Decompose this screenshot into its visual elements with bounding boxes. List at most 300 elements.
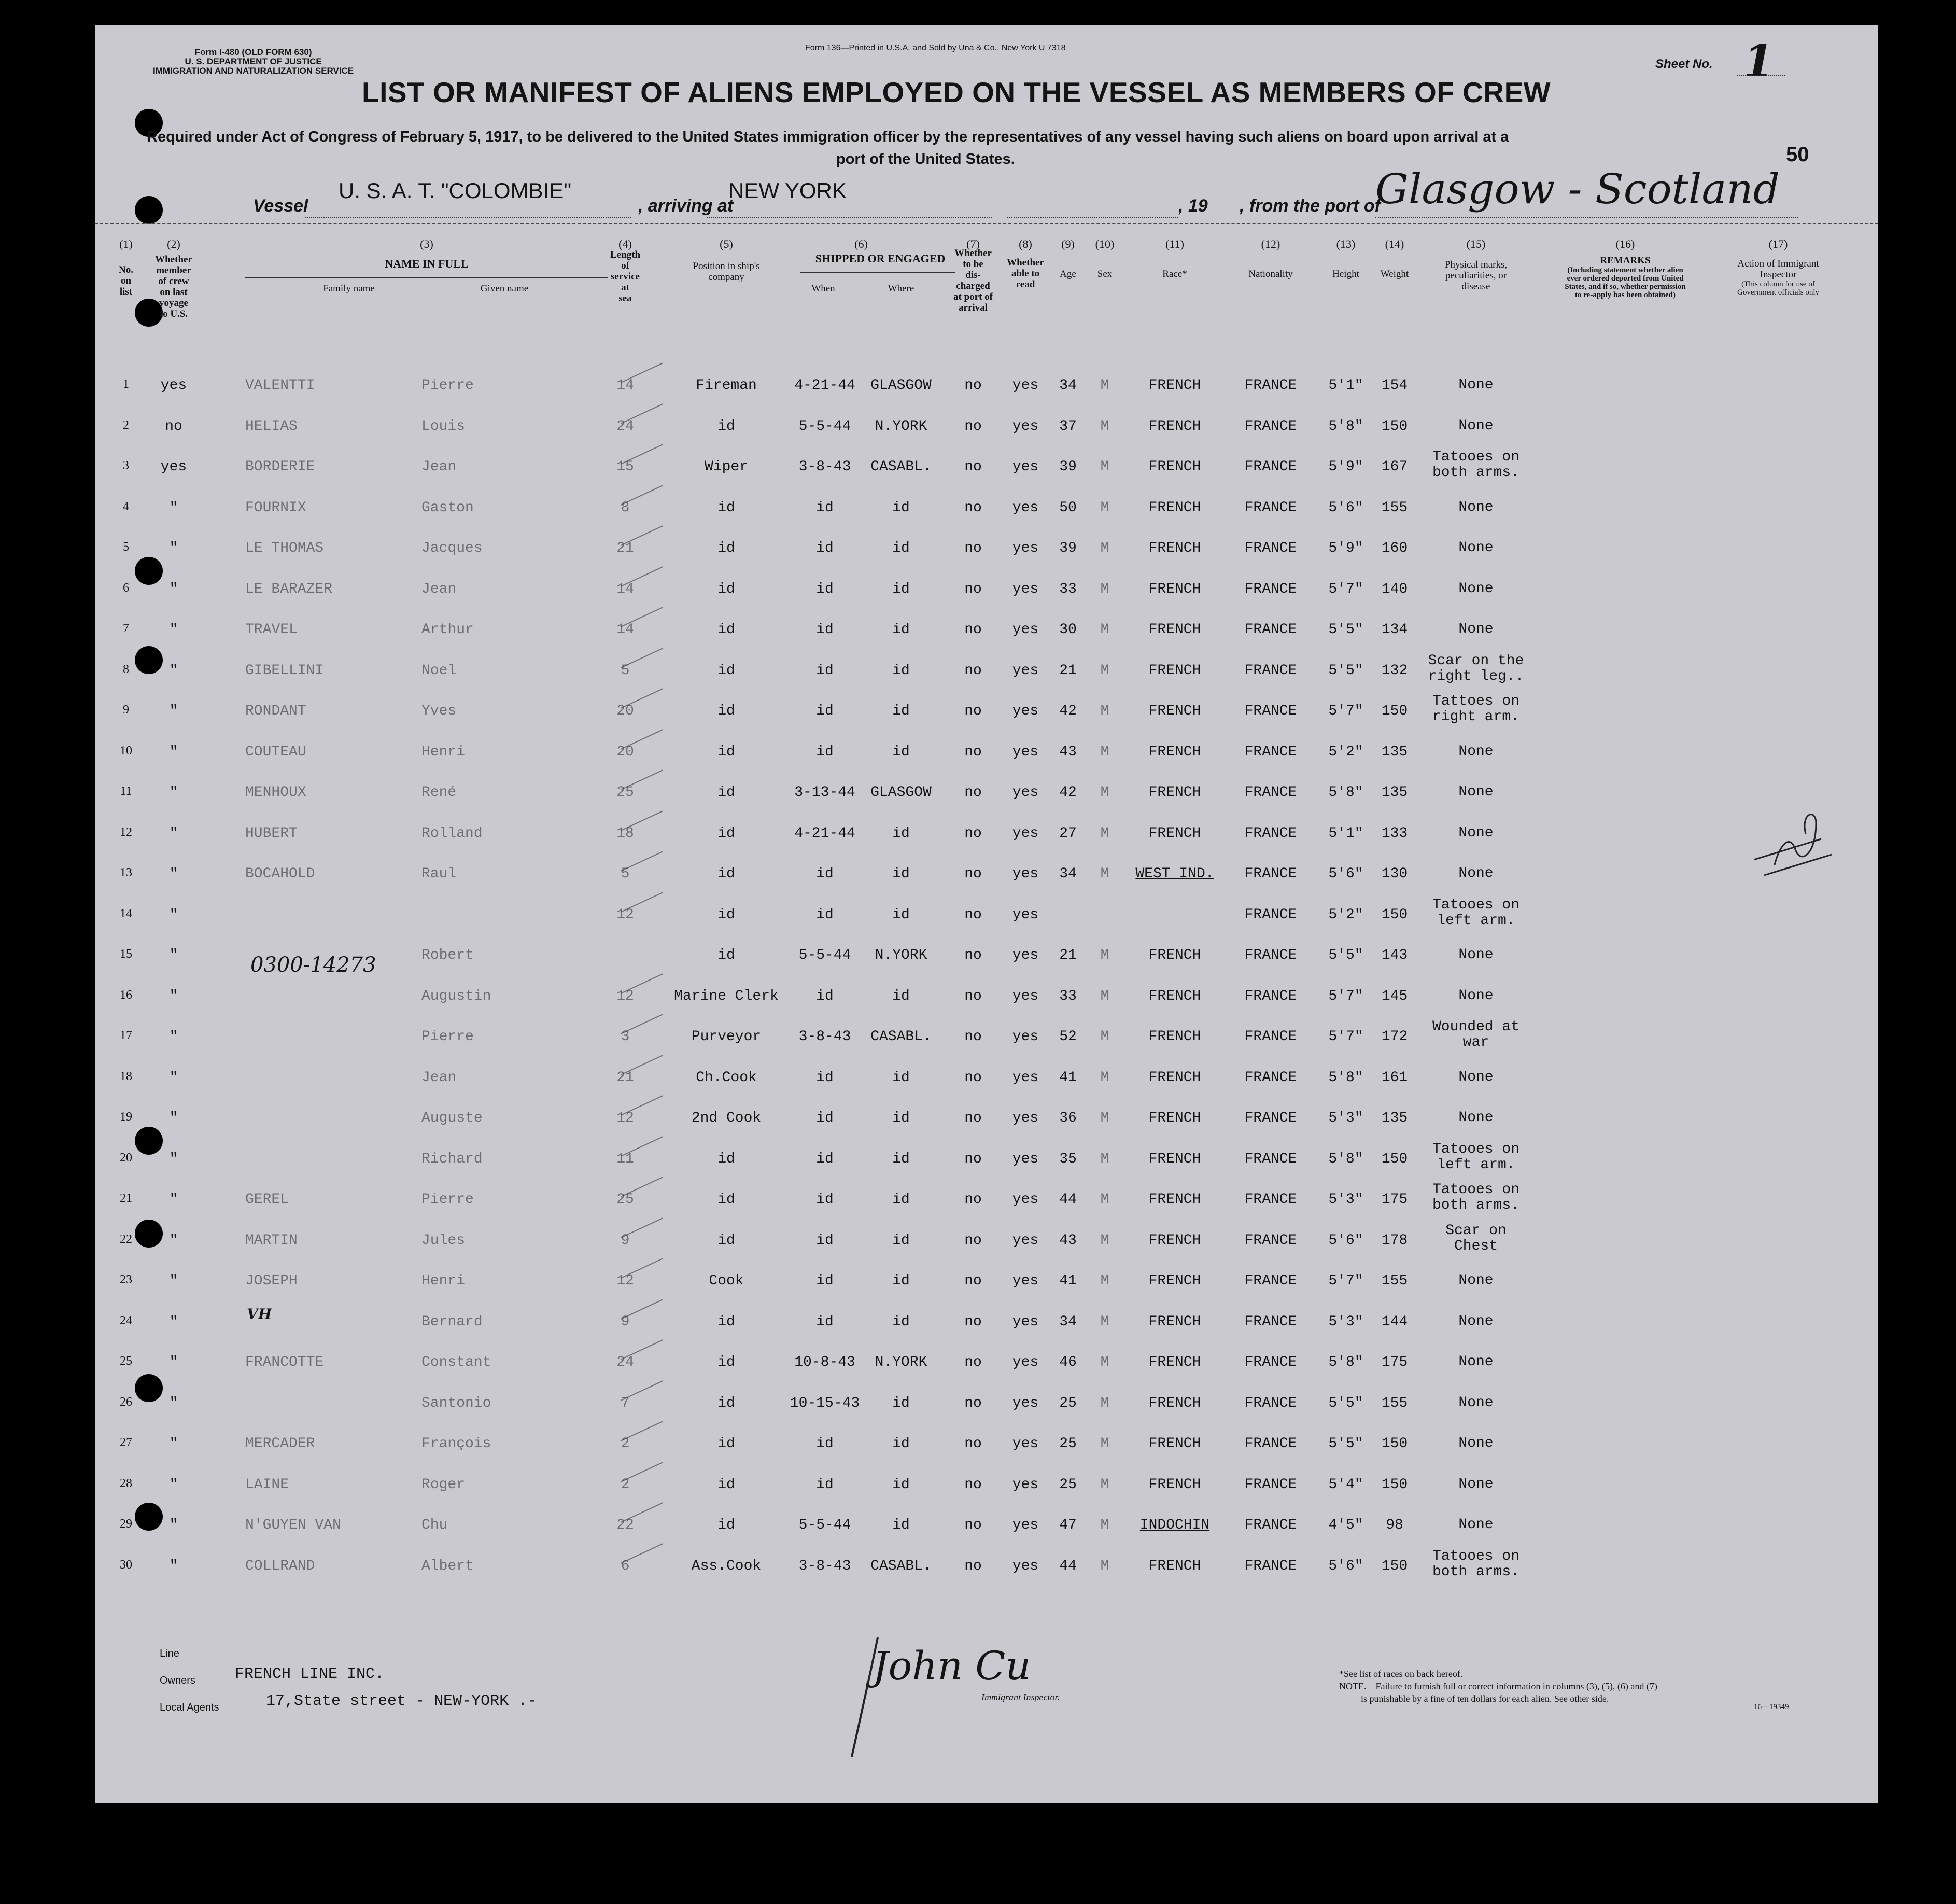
race: FRENCH	[1148, 703, 1201, 719]
age: 34	[1059, 866, 1077, 882]
service-length: 12	[616, 1110, 634, 1126]
tick-mark	[621, 1339, 663, 1360]
col-header-4: Length of service at sea	[610, 249, 641, 304]
row-number: 8	[123, 662, 129, 676]
service-length: 9	[621, 1313, 630, 1330]
able-to-read: yes	[1012, 988, 1039, 1004]
race: INDOCHIN	[1139, 1517, 1210, 1533]
tick-mark	[621, 1177, 663, 1197]
weight: 144	[1381, 1313, 1408, 1330]
able-to-read: yes	[1012, 785, 1039, 801]
height: 5'8"	[1328, 418, 1363, 435]
age: 21	[1059, 662, 1077, 679]
row-number: 3	[123, 459, 129, 472]
discharged: no	[964, 1354, 982, 1370]
tick-mark	[621, 729, 663, 750]
weight: 167	[1381, 459, 1408, 475]
physical-marks-line-2: Chest	[1454, 1238, 1498, 1254]
col-header-1: No. on list	[119, 264, 133, 297]
file-number-annotation: 0300-14273	[250, 953, 376, 977]
race: FRENCH	[1148, 1354, 1201, 1370]
prev-voyage: "	[169, 1192, 178, 1208]
sex: M	[1100, 825, 1109, 842]
race: FRENCH	[1148, 1110, 1201, 1126]
vessel-name: U. S. A. T. "COLOMBIE"	[339, 178, 572, 203]
sex: M	[1100, 540, 1109, 556]
tick-mark	[621, 769, 663, 790]
nationality: FRANCE	[1244, 1517, 1297, 1533]
prev-voyage: "	[169, 744, 178, 760]
prev-voyage: "	[169, 622, 178, 638]
shipped-where: id	[892, 1476, 910, 1493]
physical-marks-line-1: None	[1458, 947, 1494, 963]
shipped-where: id	[892, 1436, 910, 1452]
position: id	[717, 1313, 735, 1330]
physical-marks-line-1: None	[1458, 1435, 1494, 1451]
shipped-when: 10-15-43	[790, 1395, 860, 1411]
weight: 98	[1386, 1517, 1403, 1533]
prev-voyage: "	[169, 499, 178, 516]
given-name: François	[421, 1436, 491, 1452]
physical-marks-line-1: None	[1458, 824, 1494, 841]
physical-marks-line-1: None	[1458, 499, 1494, 515]
column-number: (8)	[1019, 237, 1032, 250]
age: 44	[1059, 1192, 1077, 1208]
discharged: no	[964, 906, 982, 923]
able-to-read: yes	[1012, 540, 1039, 556]
able-to-read: yes	[1012, 1313, 1039, 1330]
height: 5'9"	[1328, 459, 1363, 475]
sheet-number-rule	[1737, 75, 1785, 76]
punch-hole	[135, 1503, 163, 1531]
shipped-when: 3-8-43	[798, 459, 851, 475]
weight: 130	[1381, 866, 1408, 882]
prev-voyage: "	[169, 785, 178, 801]
height: 5'1"	[1328, 377, 1363, 394]
tick-mark	[621, 525, 663, 546]
penalty-note-2: is punishable by a fine of ten dollars for each alien. See other side.	[1361, 1693, 1609, 1704]
shipped-when: 3-8-43	[798, 1558, 851, 1574]
discharged: no	[964, 499, 982, 516]
tick-mark	[621, 1258, 663, 1279]
age: 39	[1059, 540, 1077, 556]
prev-voyage: "	[169, 581, 178, 597]
race: FRENCH	[1148, 1558, 1201, 1574]
tick-mark	[621, 362, 663, 383]
height: 5'7"	[1328, 988, 1363, 1004]
manifest-sheet	[95, 25, 1878, 1803]
nationality: FRANCE	[1244, 1313, 1297, 1330]
physical-marks	[1458, 500, 1493, 515]
shipped-where: id	[892, 1313, 910, 1330]
prev-voyage: "	[169, 1313, 178, 1330]
position: id	[717, 1354, 735, 1370]
weight: 150	[1381, 1476, 1408, 1493]
owners-value: FRENCH LINE INC.	[235, 1665, 385, 1683]
nationality: FRANCE	[1244, 785, 1297, 801]
weight: 135	[1381, 744, 1408, 760]
height: 5'2"	[1328, 744, 1363, 760]
sex: M	[1100, 622, 1109, 638]
physical-marks-line-2: war	[1462, 1034, 1489, 1051]
age: 41	[1059, 1273, 1077, 1289]
nationality: FRANCE	[1244, 1476, 1297, 1493]
weight: 133	[1381, 825, 1408, 842]
sex: M	[1100, 1395, 1109, 1411]
shipped-where: id	[892, 1069, 910, 1086]
column-number: (15)	[1466, 237, 1486, 250]
physical-marks	[1458, 988, 1493, 1004]
able-to-read: yes	[1012, 1273, 1039, 1289]
discharged: no	[964, 540, 982, 556]
nationality: FRANCE	[1244, 988, 1297, 1004]
physical-marks-line-2: both arms.	[1432, 1563, 1520, 1580]
row-number: 22	[120, 1232, 132, 1246]
age: 42	[1059, 703, 1077, 719]
age: 34	[1059, 1313, 1077, 1330]
able-to-read: yes	[1012, 1232, 1039, 1249]
nationality: FRANCE	[1244, 459, 1297, 475]
row-number: 18	[120, 1069, 132, 1083]
physical-marks-line-1: None	[1458, 540, 1494, 556]
given-name: Henri	[421, 1273, 466, 1289]
weight: 154	[1381, 377, 1408, 394]
sheet-label: Sheet No.	[1655, 57, 1713, 71]
row-number: 28	[120, 1476, 132, 1490]
given-name: Pierre	[421, 377, 474, 394]
position: Wiper	[704, 459, 749, 475]
race: FRENCH	[1148, 1192, 1201, 1208]
tick-mark	[621, 1095, 663, 1116]
sex: M	[1100, 947, 1109, 963]
row-number: 12	[120, 825, 132, 839]
tick-mark	[621, 1055, 663, 1075]
sex: M	[1100, 1192, 1109, 1208]
service-length: 8	[621, 499, 630, 516]
column-number: (11)	[1165, 237, 1184, 250]
subtitle-line-1: Required under Act of Congress of February 5, 1917, to be delivered to the United States immigration officer by the representatives of any vessel having such aliens on board upon arrival at a	[147, 129, 1509, 145]
height: 4'5"	[1328, 1517, 1363, 1533]
col-header-9: Age	[1060, 269, 1076, 279]
given-name: Rolland	[421, 825, 483, 842]
weight: 150	[1381, 1151, 1408, 1167]
physical-marks-line-1: None	[1458, 865, 1494, 881]
shipped-when: id	[816, 540, 834, 556]
given-name: Louis	[421, 418, 466, 435]
punch-hole	[135, 1127, 163, 1155]
shipped-where: CASABL.	[870, 459, 932, 475]
height: 5'4"	[1328, 1476, 1363, 1493]
row-number: 30	[120, 1558, 132, 1572]
shipped-when: id	[816, 988, 834, 1004]
position: id	[717, 1436, 735, 1452]
shipped-when: 3-8-43	[798, 1029, 851, 1045]
tick-mark	[621, 444, 663, 465]
given-name: Pierre	[421, 1192, 474, 1208]
age: 43	[1059, 744, 1077, 760]
column-number: (14)	[1385, 237, 1404, 250]
column-number: (12)	[1261, 237, 1280, 250]
family-name: RONDANT	[245, 703, 306, 719]
sex: M	[1100, 499, 1109, 516]
given-name: Arthur	[421, 622, 474, 638]
form-code: 16—19349	[1754, 1703, 1789, 1711]
family-name: TRAVEL	[245, 622, 298, 638]
prev-voyage: yes	[160, 377, 187, 394]
weight: 150	[1381, 906, 1408, 923]
weight: 135	[1381, 1110, 1408, 1126]
physical-marks-line-1: None	[1458, 987, 1494, 1004]
given-name: Pierre	[421, 1029, 474, 1045]
race: FRENCH	[1148, 1436, 1201, 1452]
able-to-read: yes	[1012, 1110, 1039, 1126]
punch-hole	[135, 646, 163, 674]
vessel-rule	[305, 217, 631, 218]
tick-mark	[621, 1014, 663, 1034]
age: 41	[1059, 1069, 1077, 1086]
family-name: N'GUYEN VAN	[245, 1517, 341, 1533]
sex: M	[1100, 988, 1109, 1004]
position: id	[717, 499, 735, 516]
shipped-when: 5-5-44	[798, 947, 851, 963]
nationality: FRANCE	[1244, 1558, 1297, 1574]
shipped-where: id	[892, 1395, 910, 1411]
col-header-13: Height	[1332, 269, 1359, 279]
prev-voyage: "	[169, 825, 178, 842]
height: 5'5"	[1328, 662, 1363, 679]
discharged: no	[964, 703, 982, 719]
discharged: no	[964, 418, 982, 435]
discharged: no	[964, 866, 982, 882]
family-name: FOURNIX	[245, 499, 306, 516]
column-number: (4)	[618, 237, 632, 250]
nationality: FRANCE	[1244, 1395, 1297, 1411]
race: FRENCH	[1148, 581, 1201, 597]
discharged: no	[964, 825, 982, 842]
physical-marks	[1432, 898, 1519, 929]
agents-value: 17,State street - NEW-YORK .-	[266, 1692, 537, 1710]
age: 27	[1059, 825, 1077, 842]
tick-mark	[621, 1502, 663, 1523]
stamp-number: 50	[1786, 143, 1809, 166]
col-header-5: Position in ship's company	[693, 261, 760, 283]
race: FRENCH	[1148, 744, 1201, 760]
row-number: 14	[120, 906, 132, 920]
shipped-where: id	[892, 906, 910, 923]
physical-marks	[1458, 1436, 1493, 1451]
physical-marks	[1458, 418, 1493, 434]
column-number: (16)	[1615, 237, 1635, 250]
service-length: 18	[616, 825, 634, 842]
able-to-read: yes	[1012, 1354, 1039, 1370]
given-name: Jean	[421, 581, 457, 597]
able-to-read: yes	[1012, 703, 1039, 719]
able-to-read: yes	[1012, 459, 1039, 475]
given-name: Robert	[421, 947, 474, 963]
service-length: 24	[616, 1354, 634, 1370]
physical-marks-line-1: None	[1458, 417, 1494, 434]
family-name: COLLRAND	[245, 1558, 315, 1574]
shipped-where: CASABL.	[870, 1029, 932, 1045]
column-number: (1)	[119, 237, 133, 250]
able-to-read: yes	[1012, 1151, 1039, 1167]
shipped-when: id	[816, 744, 834, 760]
service-length: 21	[616, 540, 634, 556]
nationality: FRANCE	[1244, 1110, 1297, 1126]
position: id	[717, 744, 735, 760]
age: 25	[1059, 1476, 1077, 1493]
given-name: Auguste	[421, 1110, 483, 1126]
sex: M	[1100, 1110, 1109, 1126]
age: 21	[1059, 947, 1077, 963]
position: id	[717, 418, 735, 435]
discharged: no	[964, 1517, 982, 1533]
tick-mark	[621, 1299, 663, 1320]
race: FRENCH	[1148, 825, 1201, 842]
race: FRENCH	[1148, 540, 1201, 556]
age: 47	[1059, 1517, 1077, 1533]
physical-marks	[1458, 1070, 1493, 1085]
able-to-read: yes	[1012, 866, 1039, 882]
race: FRENCH	[1148, 1476, 1201, 1493]
physical-marks	[1432, 1182, 1519, 1213]
race: FRENCH	[1148, 1232, 1201, 1249]
row-number: 23	[120, 1273, 132, 1286]
sex: M	[1100, 866, 1109, 882]
discharged: no	[964, 459, 982, 475]
race: FRENCH	[1148, 662, 1201, 679]
service-length: 6	[621, 1558, 630, 1574]
position: id	[717, 703, 735, 719]
service-length: 2	[621, 1476, 630, 1493]
shipped-when: 5-5-44	[798, 1517, 851, 1533]
position: 2nd Cook	[691, 1110, 762, 1126]
physical-marks	[1432, 450, 1519, 481]
service-length: 3	[621, 1029, 630, 1045]
discharged: no	[964, 1273, 982, 1289]
year-label: , 19	[1178, 196, 1208, 216]
able-to-read: yes	[1012, 1476, 1039, 1493]
race: FRENCH	[1148, 988, 1201, 1004]
sex: M	[1100, 1313, 1109, 1330]
prev-voyage: "	[169, 1151, 178, 1167]
prev-voyage: "	[169, 1558, 178, 1574]
shipped-when: 4-21-44	[794, 825, 855, 842]
service-length: 12	[616, 906, 634, 923]
column-number: (9)	[1061, 237, 1075, 250]
weight: 140	[1381, 581, 1408, 597]
signature-stroke	[841, 1632, 883, 1767]
service-length: 12	[616, 988, 634, 1004]
family-name: MERCADER	[245, 1436, 315, 1452]
height: 5'5"	[1328, 622, 1363, 638]
shipped-when: 4-21-44	[794, 377, 855, 394]
age: 43	[1059, 1232, 1077, 1249]
position: Ch.Cook	[696, 1069, 757, 1086]
shipped-where: id	[892, 1192, 910, 1208]
age: 42	[1059, 785, 1077, 801]
prev-voyage: "	[169, 1232, 178, 1249]
row-number: 7	[123, 622, 129, 635]
weight: 135	[1381, 785, 1408, 801]
tick-mark	[621, 607, 663, 627]
height: 5'8"	[1328, 1069, 1363, 1086]
shipped-where: id	[892, 622, 910, 638]
arriving-port: NEW YORK	[728, 178, 847, 203]
family-name: LAINE	[245, 1476, 289, 1493]
row-number: 4	[123, 499, 129, 513]
inspector-signature: John Cu	[873, 1643, 1031, 1689]
shipped-where: id	[892, 1151, 910, 1167]
service-length: 15	[616, 459, 634, 475]
discharged: no	[964, 1110, 982, 1126]
physical-marks-line-1: None	[1458, 377, 1494, 393]
inspector-check-mark	[1743, 803, 1837, 880]
family-name: GIBELLINI	[245, 662, 324, 679]
nationality: FRANCE	[1244, 947, 1297, 963]
physical-marks-line-1: None	[1458, 580, 1494, 597]
position: id	[717, 1395, 735, 1411]
col-header-6-when: When	[811, 283, 835, 294]
physical-marks-line-1: Tatooes on	[1432, 1548, 1520, 1564]
shipped-where: id	[892, 1517, 910, 1533]
sex: M	[1100, 1069, 1109, 1086]
discharged: no	[964, 1558, 982, 1574]
physical-marks-line-1: None	[1458, 1517, 1494, 1533]
age: 46	[1059, 1354, 1077, 1370]
tick-mark	[621, 1136, 663, 1157]
discharged: no	[964, 1151, 982, 1167]
physical-marks	[1458, 622, 1493, 637]
race: FRENCH	[1148, 377, 1201, 394]
shipped-when: id	[816, 1313, 834, 1330]
position: id	[717, 662, 735, 679]
prev-voyage: "	[169, 703, 178, 719]
col-header-3-family: Family name	[323, 283, 375, 294]
service-length: 21	[616, 1069, 634, 1086]
able-to-read: yes	[1012, 418, 1039, 435]
age: 44	[1059, 1558, 1077, 1574]
physical-marks-line-1: None	[1458, 621, 1494, 637]
prev-voyage: "	[169, 662, 178, 679]
physical-marks	[1458, 1477, 1493, 1492]
service-length: 12	[616, 1273, 634, 1289]
physical-marks-line-1: None	[1458, 784, 1494, 800]
physical-marks	[1458, 744, 1493, 760]
family-name: LE THOMAS	[245, 540, 324, 556]
col-header-3: NAME IN FULL	[385, 257, 469, 270]
service-length: 2	[621, 1436, 630, 1452]
nationality: FRANCE	[1244, 825, 1297, 842]
age: 25	[1059, 1436, 1077, 1452]
shipped-when: id	[816, 906, 834, 923]
nationality: FRANCE	[1244, 1354, 1297, 1370]
physical-marks-line-1: Wounded at	[1432, 1019, 1520, 1035]
prev-voyage: "	[169, 1110, 178, 1126]
prev-voyage: "	[169, 1517, 178, 1533]
able-to-read: yes	[1012, 622, 1039, 638]
height: 5'6"	[1328, 1558, 1363, 1574]
prev-voyage: "	[169, 1029, 178, 1045]
height: 5'3"	[1328, 1313, 1363, 1330]
position: id	[717, 622, 735, 638]
physical-marks	[1458, 825, 1493, 841]
physical-marks	[1458, 1354, 1493, 1370]
printer-line: Form 136—Printed in U.S.A. and Sold by Una & Co., New York U 7318	[805, 44, 1066, 52]
prev-voyage: "	[169, 1476, 178, 1493]
tick-mark	[621, 1380, 663, 1401]
position: id	[717, 540, 735, 556]
